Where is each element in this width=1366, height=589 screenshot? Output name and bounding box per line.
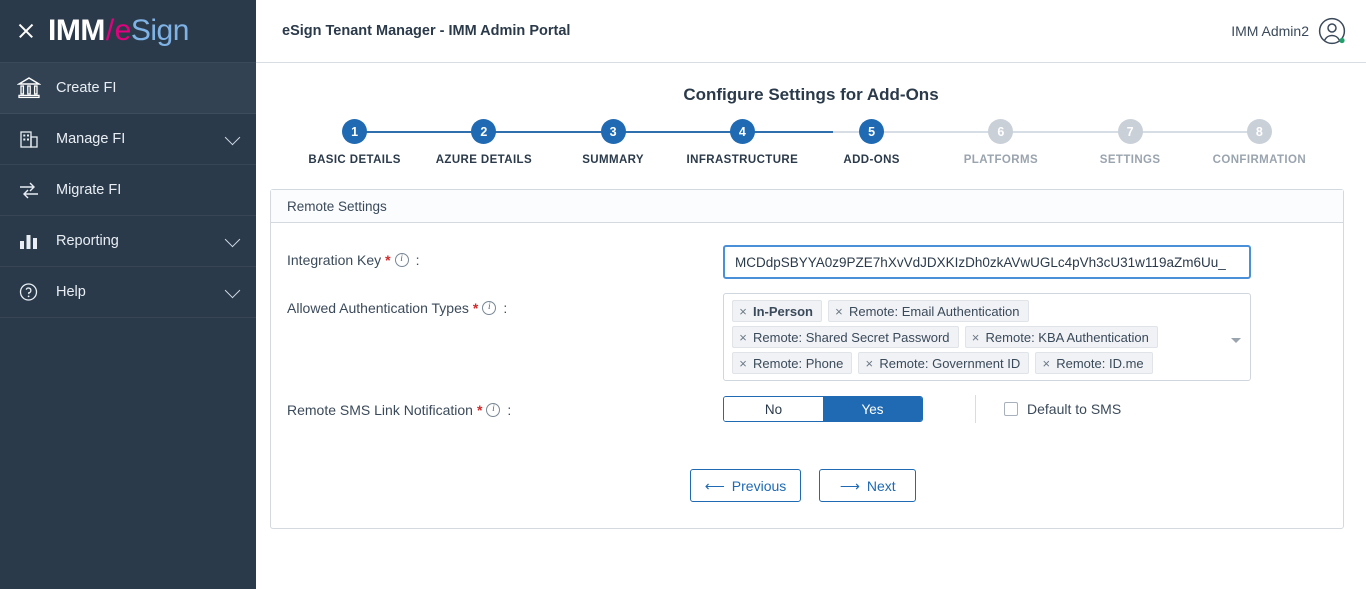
remove-tag-icon[interactable]: × bbox=[835, 303, 843, 319]
step-label: PLATFORMS bbox=[963, 154, 1039, 166]
required-marker: * bbox=[385, 252, 391, 268]
sms-toggle-yes[interactable]: Yes bbox=[823, 397, 922, 421]
page-title: Configure Settings for Add-Ons bbox=[683, 85, 939, 104]
arrow-left-icon: ⟵ bbox=[704, 477, 725, 494]
content bbox=[256, 63, 1366, 589]
step-azure-details[interactable] bbox=[419, 119, 548, 166]
logo-sign: Sign bbox=[130, 14, 189, 47]
chevron-down-icon[interactable] bbox=[225, 282, 241, 298]
label-colon: : bbox=[503, 300, 508, 316]
sidebar-item-manage-fi[interactable] bbox=[0, 114, 256, 165]
tag-label: Remote: Phone bbox=[753, 355, 844, 371]
sms-toggle[interactable] bbox=[723, 396, 923, 422]
migrate-icon bbox=[16, 178, 42, 202]
sms-notification-label bbox=[287, 395, 723, 418]
remove-tag-icon[interactable]: × bbox=[865, 355, 874, 371]
help-icon bbox=[16, 280, 42, 304]
step-basic-details[interactable] bbox=[290, 119, 419, 166]
info-icon[interactable]: i bbox=[486, 403, 500, 417]
step-label: SUMMARY bbox=[582, 154, 645, 166]
tag-label: Remote: ID.me bbox=[1056, 355, 1144, 371]
label-colon: : bbox=[415, 252, 420, 268]
logo-e: e bbox=[114, 14, 131, 47]
sms-notification-field bbox=[723, 395, 1319, 423]
step-number: 5 bbox=[859, 119, 884, 144]
panel-body bbox=[271, 223, 1343, 528]
tag-remote-government-id bbox=[858, 352, 1029, 374]
info-icon[interactable]: i bbox=[395, 253, 409, 267]
main-area bbox=[256, 0, 1366, 589]
chevron-down-icon[interactable] bbox=[225, 129, 241, 145]
label-colon: : bbox=[507, 402, 512, 418]
close-icon[interactable] bbox=[14, 19, 38, 43]
previous-button[interactable] bbox=[690, 469, 802, 502]
sidebar-item-label: Create FI bbox=[56, 80, 117, 96]
step-platforms[interactable] bbox=[936, 119, 1065, 166]
step-label: CONFIRMATION bbox=[1212, 154, 1307, 166]
label-text: Integration Key bbox=[287, 252, 382, 268]
step-label: BASIC DETAILS bbox=[308, 154, 401, 166]
tag-label: In-Person bbox=[753, 303, 813, 319]
checkbox-icon[interactable] bbox=[1004, 402, 1018, 416]
tag-label: Remote: Government ID bbox=[879, 355, 1021, 371]
sms-notification-row bbox=[287, 395, 1319, 423]
sidebar-item-migrate-fi[interactable] bbox=[0, 165, 256, 216]
sidebar-item-label: Migrate FI bbox=[56, 182, 122, 198]
integration-key-row bbox=[287, 245, 1319, 279]
step-number: 2 bbox=[471, 119, 496, 144]
tag-remote-phone bbox=[732, 352, 852, 374]
step-settings[interactable] bbox=[1066, 119, 1195, 166]
tag-in-person bbox=[732, 300, 822, 322]
label-text: Remote SMS Link Notification bbox=[287, 402, 473, 418]
auth-types-multiselect[interactable] bbox=[723, 293, 1251, 381]
remove-tag-icon[interactable]: × bbox=[739, 329, 747, 345]
info-icon[interactable]: i bbox=[482, 301, 496, 315]
auth-types-row bbox=[287, 293, 1319, 381]
auth-types-label bbox=[287, 293, 723, 316]
step-number: 3 bbox=[601, 119, 626, 144]
logo-imm: IMM bbox=[48, 14, 105, 47]
remove-tag-icon[interactable]: × bbox=[1042, 355, 1051, 371]
step-label: SETTINGS bbox=[1099, 154, 1161, 166]
wizard-actions bbox=[287, 469, 1319, 502]
step-number: 6 bbox=[988, 119, 1013, 144]
auth-types-tag-list bbox=[732, 300, 1224, 374]
required-marker: * bbox=[476, 402, 483, 418]
sidebar-item-label: Reporting bbox=[56, 233, 119, 249]
step-number: 7 bbox=[1118, 119, 1143, 144]
arrow-right-icon: ⟶ bbox=[839, 477, 860, 494]
user-name: IMM Admin2 bbox=[1231, 23, 1309, 39]
sidebar-item-create-fi[interactable] bbox=[0, 63, 256, 114]
sidebar-item-label: Manage FI bbox=[56, 131, 126, 147]
vertical-divider bbox=[975, 395, 976, 423]
topbar-title: eSign Tenant Manager - IMM Admin Portal bbox=[282, 23, 571, 39]
sidebar-header bbox=[0, 0, 256, 63]
sidebar-item-reporting[interactable] bbox=[0, 216, 256, 267]
checkbox-label: Default to SMS bbox=[1027, 401, 1122, 417]
step-confirmation[interactable] bbox=[1195, 119, 1324, 166]
step-add-ons[interactable] bbox=[807, 119, 936, 166]
avatar[interactable] bbox=[1318, 17, 1346, 45]
remove-tag-icon[interactable]: × bbox=[739, 355, 747, 371]
chevron-down-icon[interactable] bbox=[1231, 338, 1241, 343]
remove-tag-icon[interactable]: × bbox=[739, 303, 747, 319]
tag-label: Remote: KBA Authentication bbox=[985, 329, 1149, 345]
user-area[interactable] bbox=[1231, 17, 1346, 45]
sms-toggle-no[interactable]: No bbox=[724, 397, 823, 421]
integration-key-field bbox=[723, 245, 1319, 279]
tag-remote-email-authentication bbox=[828, 300, 1029, 322]
step-number: 8 bbox=[1247, 119, 1272, 144]
stepper bbox=[290, 119, 1324, 179]
tag-label: Remote: Shared Secret Password bbox=[753, 329, 950, 345]
tag-remote-shared-secret-password bbox=[732, 326, 959, 348]
sidebar bbox=[0, 0, 256, 589]
label-text: Allowed Authentication Types bbox=[287, 300, 469, 316]
panel-header: Remote Settings bbox=[271, 190, 1343, 223]
tag-label: Remote: Email Authentication bbox=[848, 303, 1020, 319]
default-to-sms-checkbox[interactable] bbox=[1004, 401, 1121, 417]
next-button-label: Next bbox=[866, 477, 896, 494]
app-logo bbox=[48, 14, 189, 48]
auth-types-field bbox=[723, 293, 1319, 381]
step-label: AZURE DETAILS bbox=[435, 154, 533, 166]
integration-key-label bbox=[287, 245, 723, 268]
bar-chart-icon bbox=[16, 229, 42, 253]
step-label: ADD-ONS bbox=[843, 154, 900, 166]
building-icon bbox=[16, 127, 42, 151]
sidebar-item-help[interactable] bbox=[0, 267, 256, 318]
previous-button-label: Previous bbox=[731, 477, 787, 494]
integration-key-input[interactable] bbox=[723, 245, 1251, 279]
topbar bbox=[256, 0, 1366, 63]
chevron-down-icon[interactable] bbox=[225, 231, 241, 247]
bank-icon bbox=[16, 76, 42, 100]
sidebar-item-label: Help bbox=[56, 284, 86, 300]
step-infrastructure[interactable] bbox=[678, 119, 807, 166]
next-button[interactable] bbox=[819, 469, 916, 502]
step-label: INFRASTRUCTURE bbox=[686, 154, 799, 166]
remove-tag-icon[interactable]: × bbox=[971, 329, 980, 345]
remote-settings-panel bbox=[270, 189, 1344, 529]
logo-slash: / bbox=[105, 14, 114, 47]
step-number: 1 bbox=[342, 119, 367, 144]
tag-remote-id-me bbox=[1035, 352, 1152, 374]
step-summary[interactable] bbox=[549, 119, 678, 166]
step-number: 4 bbox=[730, 119, 755, 144]
tag-remote-kba-authentication bbox=[965, 326, 1158, 348]
required-marker: * bbox=[472, 300, 479, 316]
